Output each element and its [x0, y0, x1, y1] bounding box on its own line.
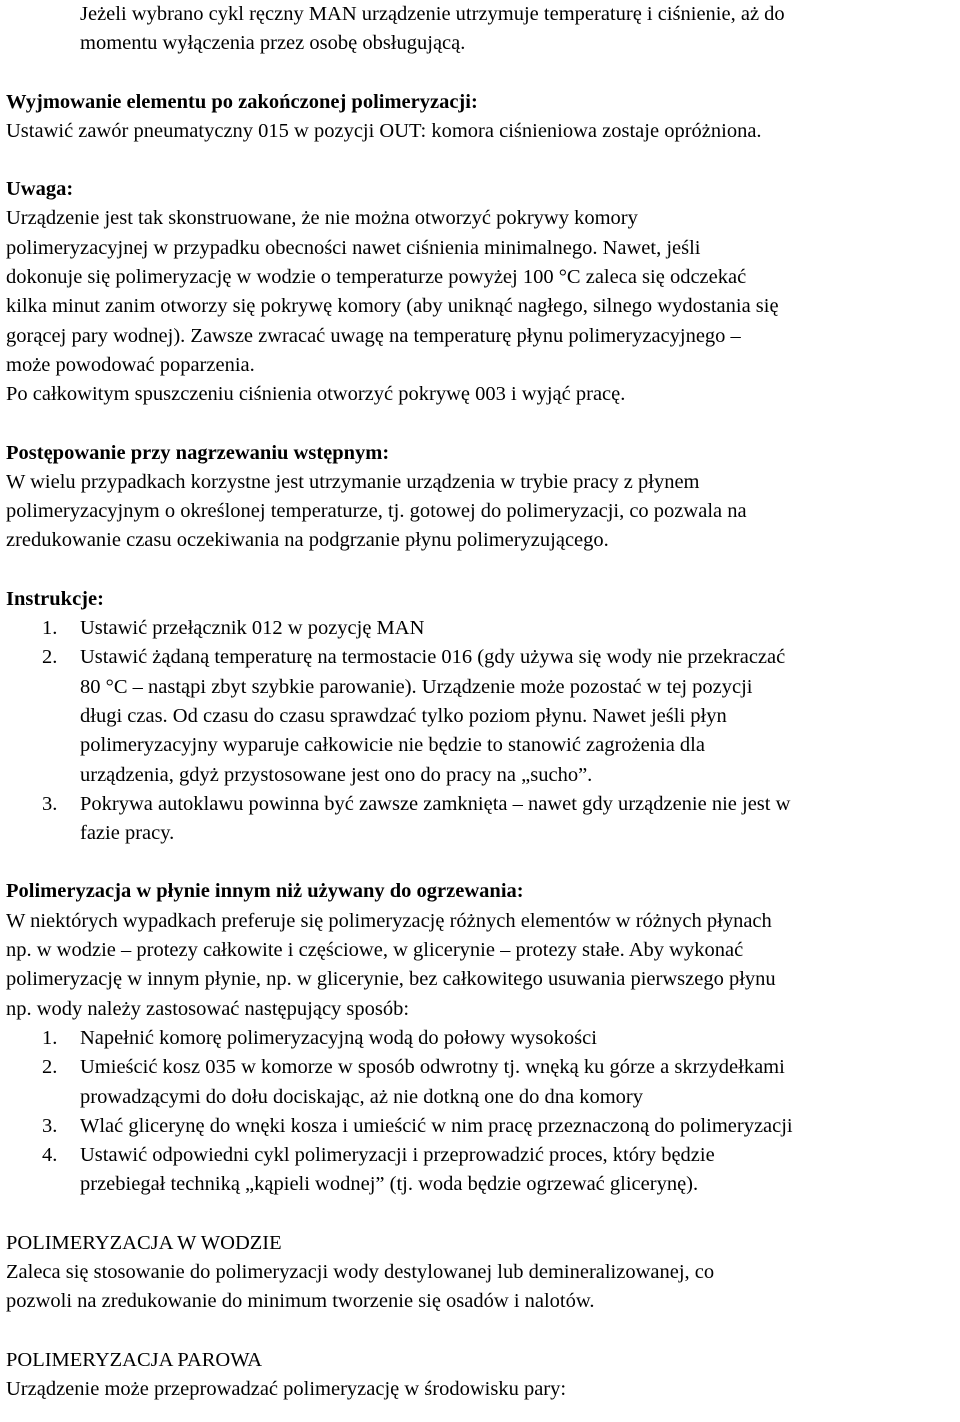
list-item [6, 1024, 956, 1053]
list-number: 1. [42, 1026, 58, 1049]
document-page [6, 0, 956, 1404]
warning-line: kilka minut zanim otworzy się pokrywę komory (aby uniknąć nagłego, silnego wydostania się [6, 295, 779, 318]
list-item-line: fazie pracy. [80, 822, 175, 845]
water-heading: POLIMERYZACJA W WODZIE [6, 1231, 282, 1254]
list-item-line: Ustawić żądaną temperaturę na termostacie 016 (gdy używa się wody nie przekraczać [80, 646, 786, 669]
list-item-line: Napełnić komorę polimeryzacyjną wodą do połowy wysokości [80, 1026, 597, 1049]
preheat-line: zredukowanie czasu oczekiwania na podgrzanie płynu polimeryzującego. [6, 529, 609, 552]
steam-text: Urządzenie może przeprowadzać polimeryzację w środowisku pary: [6, 1377, 567, 1400]
warning-section [6, 175, 956, 409]
list-number: 3. [42, 792, 58, 815]
warning-line: Po całkowitym spuszczeniu ciśnienia otworzyć pokrywę 003 i wyjąć pracę. [6, 383, 626, 406]
warning-line: Urządzenie jest tak skonstruowane, że nie można otworzyć pokrywy komory [6, 207, 638, 230]
steam-section [6, 1346, 956, 1405]
list-item [6, 1053, 956, 1112]
list-item-line: Ustawić odpowiedni cykl polimeryzacji i przeprowadzić proces, który będzie [80, 1144, 715, 1167]
list-item [6, 1112, 956, 1141]
list-item [6, 614, 956, 643]
instructions-heading: Instrukcje: [6, 587, 104, 610]
list-item-line: Pokrywa autoklawu powinna być zawsze zamknięta – nawet gdy urządzenie nie jest w [80, 792, 791, 815]
list-item-line: przebiegał techniką „kąpieli wodnej” (tj. woda będzie ogrzewać glicerynę). [80, 1173, 699, 1196]
water-section [6, 1229, 956, 1317]
list-item [6, 790, 956, 849]
removal-heading: Wyjmowanie elementu po zakończonej polimeryzacji: [6, 90, 478, 113]
warning-line: gorącej pary wodnej). Zawsze zwracać uwagę na temperaturę płynu polimeryzacyjnego – [6, 324, 741, 347]
other-fluid-line: polimeryzację w innym płynie, np. w glicerynie, bez całkowitego usuwania pierwszego płynu [6, 968, 776, 991]
list-item-line: Umieścić kosz 035 w komorze w sposób odwrotny tj. wnęką ku górze a skrzydełkami [80, 1056, 785, 1079]
list-item-line: 80 °C – nastąpi zbyt szybkie parowanie). Urządzenie może pozostać w tej pozycji [80, 675, 753, 698]
water-line: pozwoli na zredukowanie do minimum tworzenie się osadów i nalotów. [6, 1290, 595, 1313]
other-fluid-line: W niektórych wypadkach preferuje się polimeryzację różnych elementów w różnych płynach [6, 909, 772, 932]
list-number: 2. [42, 1056, 58, 1079]
water-line: Zaleca się stosowanie do polimeryzacji wody destylowanej lub demineralizowanej, co [6, 1260, 715, 1283]
preheat-section [6, 439, 956, 556]
list-item [6, 643, 956, 789]
warning-line: dokonuje się polimeryzację w wodzie o temperaturze powyżej 100 °C zaleca się odczekać [6, 266, 747, 289]
instructions-section [6, 585, 956, 849]
steam-heading: POLIMERYZACJA PAROWA [6, 1348, 263, 1371]
warning-heading: Uwaga: [6, 178, 74, 201]
list-item [6, 1141, 956, 1200]
intro-line-2: momentu wyłączenia przez osobę obsługującą. [80, 32, 466, 55]
list-item-line: urządzenia, gdyż przystosowane jest ono do pracy na „sucho”. [80, 763, 593, 786]
warning-line: polimeryzacyjnej w przypadku obecności nawet ciśnienia minimalnego. Nawet, jeśli [6, 236, 701, 259]
intro-section [6, 0, 956, 59]
warning-line: może powodować poparzenia. [6, 353, 255, 376]
list-item-line: Wlać glicerynę do wnęki kosza i umieścić w nim pracę przeznaczoną do polimeryzacji [80, 1114, 793, 1137]
other-fluid-section [6, 877, 956, 1199]
list-item-line: długi czas. Od czasu do czasu sprawdzać tylko poziom płynu. Nawet jeśli płyn [80, 704, 727, 727]
removal-text: Ustawić zawór pneumatyczny 015 w pozycji OUT: komora ciśnieniowa zostaje opróżniona. [6, 119, 762, 142]
intro-line-1: Jeżeli wybrano cykl ręczny MAN urządzenie utrzymuje temperaturę i ciśnienie, aż do [80, 3, 785, 25]
instructions-list [6, 614, 956, 848]
other-fluid-line: np. wody należy zastosować następujący sposób: [6, 997, 410, 1020]
list-number: 4. [42, 1144, 58, 1167]
preheat-line: W wielu przypadkach korzystne jest utrzymanie urządzenia w trybie pracy z płynem [6, 470, 700, 493]
preheat-line: polimeryzacyjnym o określonej temperaturze, tj. gotowej do polimeryzacji, co pozwala na [6, 500, 747, 523]
list-number: 1. [42, 617, 58, 640]
other-fluid-line: np. w wodzie – protezy całkowite i częściowe, w glicerynie – protezy stałe. Aby wykonać [6, 939, 744, 962]
removal-section [6, 88, 956, 147]
list-number: 2. [42, 646, 58, 669]
list-number: 3. [42, 1114, 58, 1137]
other-fluid-list [6, 1024, 956, 1200]
list-item-line: polimeryzacyjny wyparuje całkowicie nie będzie to stanowić zagrożenia dla [80, 734, 705, 757]
list-item-line: Ustawić przełącznik 012 w pozycję MAN [80, 617, 425, 640]
other-fluid-heading: Polimeryzacja w płynie innym niż używany do ogrzewania: [6, 880, 524, 903]
list-item-line: prowadzącymi do dołu dociskając, aż nie dotkną one do dna komory [80, 1085, 644, 1108]
preheat-heading: Postępowanie przy nagrzewaniu wstępnym: [6, 441, 390, 464]
